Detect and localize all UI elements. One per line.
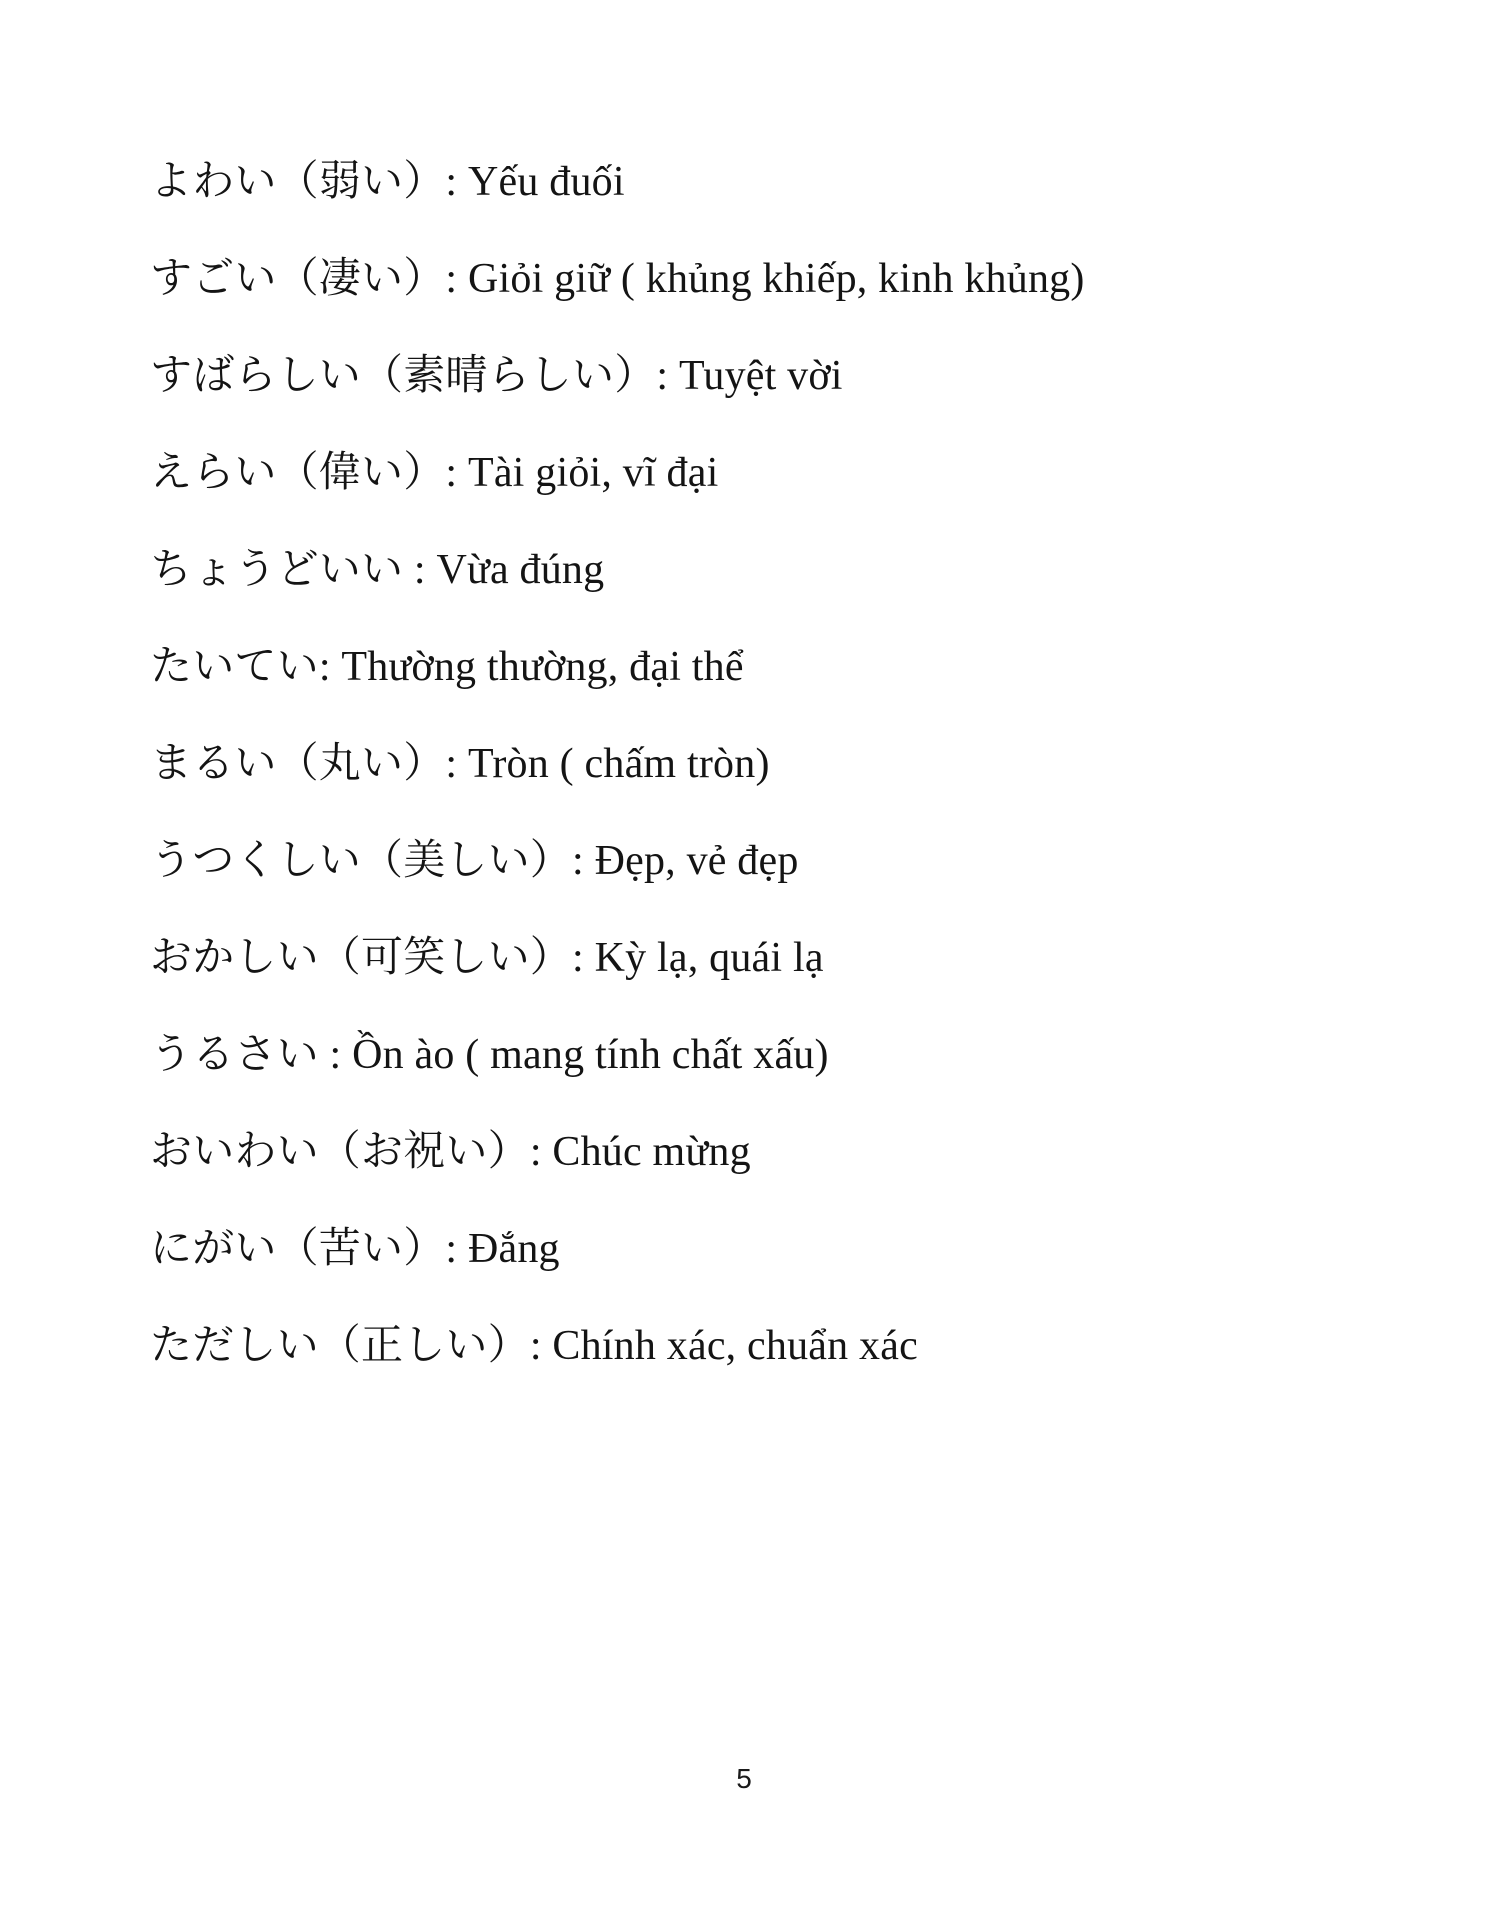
vocab-line	[150, 158, 1368, 206]
vietnamese-meaning: Ồn ào ( mang tính chất xấu)	[352, 1032, 829, 1078]
separator: :	[445, 256, 468, 302]
vietnamese-meaning: Đẹp, vẻ đẹp	[594, 838, 799, 884]
vocab-line	[150, 546, 1368, 594]
vietnamese-meaning: Kỳ lạ, quái lạ	[594, 935, 824, 981]
page-footer	[0, 1762, 1488, 1796]
vocab-line	[150, 1031, 1368, 1079]
japanese-term: すごい（凄い）	[150, 256, 446, 302]
separator: :	[445, 1226, 468, 1272]
separator: :	[445, 450, 468, 496]
separator: :	[445, 159, 468, 205]
separator: :	[318, 1032, 353, 1078]
vocab-line	[150, 1225, 1368, 1273]
japanese-term: おいわい（お祝い）	[150, 1129, 530, 1175]
vocab-line	[150, 643, 1368, 691]
separator: :	[572, 838, 595, 884]
vocab-line	[150, 255, 1368, 303]
vietnamese-meaning: Chúc mừng	[552, 1129, 751, 1175]
japanese-term: よわい（弱い）	[150, 159, 446, 205]
separator: :	[656, 353, 679, 399]
vocab-line	[150, 740, 1368, 788]
japanese-term: ただしい（正しい）	[150, 1323, 530, 1369]
vietnamese-meaning: Chính xác, chuẩn xác	[552, 1323, 918, 1369]
vietnamese-meaning: Giỏi giữ ( khủng khiếp, kinh khủng)	[467, 256, 1085, 302]
vietnamese-meaning: Thường thường, đại thể	[341, 644, 744, 690]
separator: :	[529, 1129, 553, 1175]
japanese-term: たいてい	[150, 644, 319, 690]
vocab-line	[150, 1128, 1368, 1176]
vocab-line	[150, 1322, 1368, 1370]
japanese-term: うるさい	[150, 1032, 319, 1078]
vietnamese-meaning: Đắng	[467, 1226, 560, 1272]
japanese-term: えらい（偉い）	[150, 450, 446, 496]
japanese-term: まるい（丸い）	[150, 741, 446, 787]
vocab-line	[150, 352, 1368, 400]
vietnamese-meaning: Yếu đuối	[467, 159, 625, 205]
separator: :	[403, 547, 437, 593]
vietnamese-meaning: Tròn ( chấm tròn)	[467, 741, 770, 787]
japanese-term: にがい（苦い）	[150, 1226, 446, 1272]
vocab-line	[150, 934, 1368, 982]
japanese-term: すばらしい（素晴らしい）	[150, 353, 657, 399]
vietnamese-meaning: Tài giỏi, vĩ đại	[467, 450, 719, 496]
vocab-line	[150, 449, 1368, 497]
japanese-term: うつくしい（美しい）	[150, 838, 573, 884]
japanese-term: おかしい（可笑しい）	[150, 935, 573, 981]
vocab-line	[150, 837, 1368, 885]
separator: :	[572, 935, 595, 981]
separator: :	[318, 644, 342, 690]
vietnamese-meaning: Tuyệt vời	[678, 353, 843, 399]
separator: :	[529, 1323, 553, 1369]
vietnamese-meaning: Vừa đúng	[436, 547, 605, 593]
separator: :	[445, 741, 468, 787]
page-number: 5	[736, 1763, 752, 1794]
japanese-term: ちょうどいい	[150, 547, 404, 593]
